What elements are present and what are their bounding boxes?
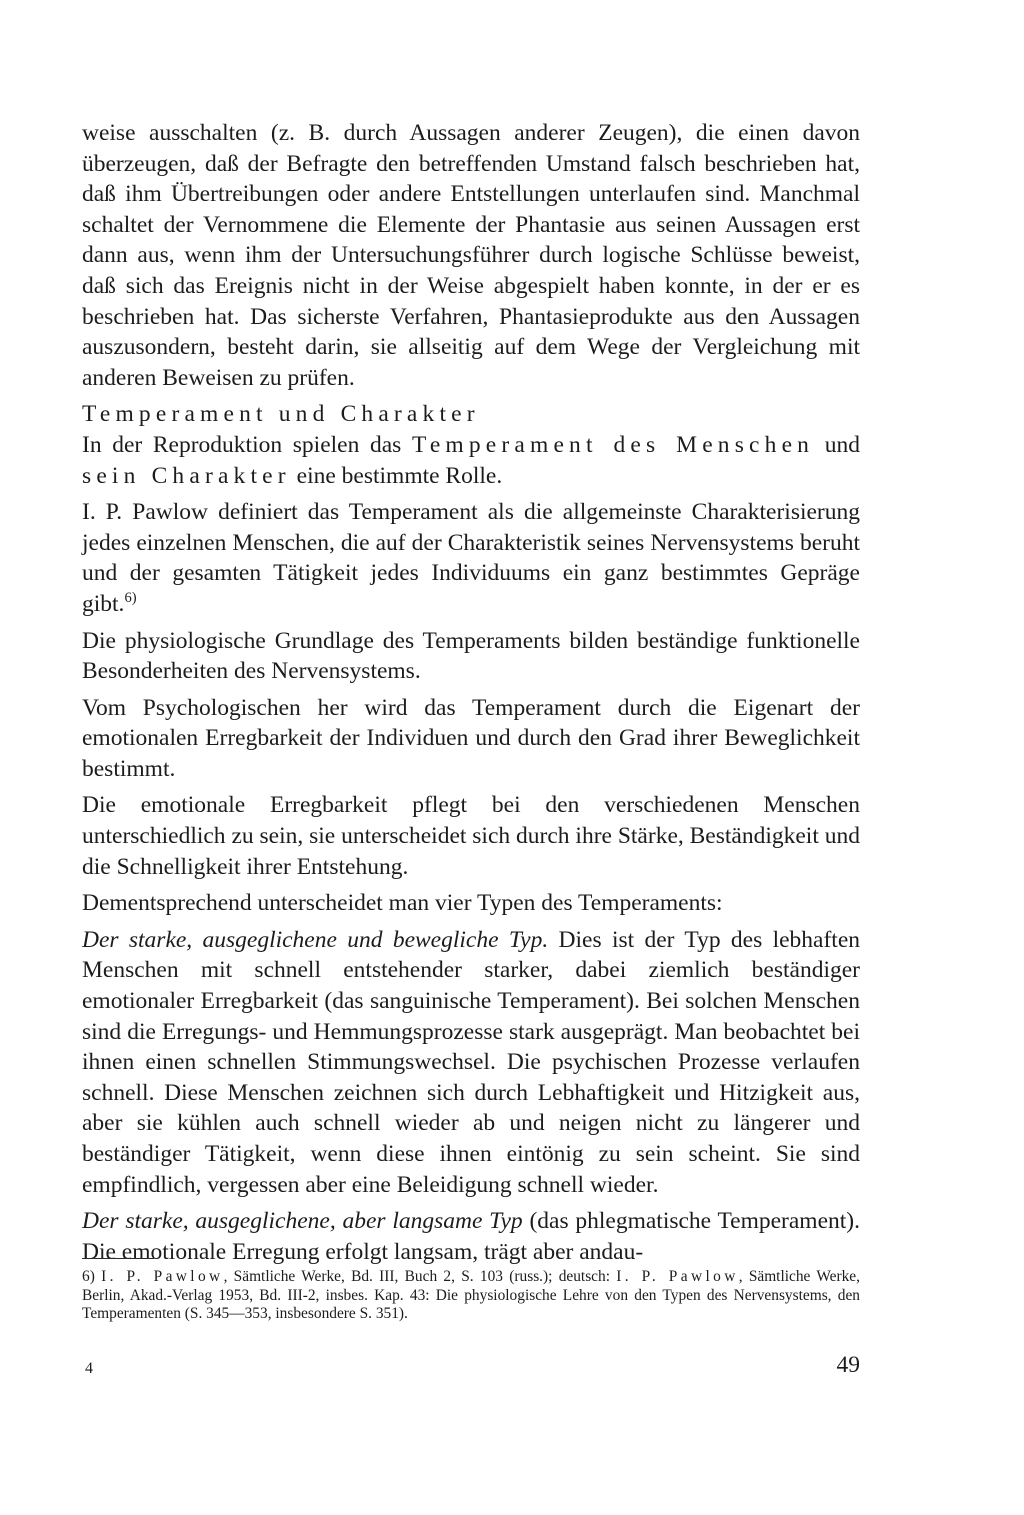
- text-run: und: [814, 431, 860, 458]
- paragraph-physiological-basis: Die physiologische Grundlage des Temperaments bilden beständige funktionelle Besonderheiten des Nervensystems.: [82, 627, 860, 685]
- text-run: , Sämtliche Werke, Berlin, Akad.-Verlag 1953, Bd. III-2, insbes. Kap. 43: Die physiologische Lehre von den Typen des Nervensystems, den Temperamenten (S. 345—353, insbesondere S. 351).: [82, 1268, 860, 1323]
- text-run: Dies ist der Typ des lebhaften Menschen mit schnell entstehender starker, dabei ziemlich beständiger emotionaler Erregbarkeit (das sanguinische Temperament). Bei solchen Menschen sind die Erregungs- und Hemmungsprozesse stark ausgeprägt. Man beobachtet bei ihnen einen schnellen Stimmungswechsel. Die psychischen Prozesse verlaufen schnell. Diese Menschen zeichnen sich durch Lebhaftigkeit und Hitzigkeit aus, aber sie kühlen auch schnell wieder ab und neigen nicht zu längerer und beständiger Tätigkeit, wenn diese ihnen eintönig zu sein scheint. Sie sind empfindlich, vergessen aber eine Beleidigung schnell wieder.: [82, 926, 860, 1198]
- spaced-term-temperament: Temperament des Menschen: [411, 431, 815, 458]
- paragraph-psychological-view: Vom Psychologischen her wird das Temperament durch die Eigenart der emotionalen Erregbarkeit der Individuen und durch den Grad ihrer Beweglichkeit bestimmt.: [82, 694, 860, 782]
- paragraph-reproduction: [82, 430, 860, 491]
- signature-mark: 4: [85, 1360, 93, 1377]
- section-heading: Temperament und Charakter: [82, 401, 480, 428]
- text-run: , Sämtliche Werke, Bd. III, Buch 2, S. 103 (russ.); deutsch:: [223, 1268, 617, 1285]
- text-run: eine bestimmte Rolle.: [290, 462, 503, 489]
- page-number: 49: [836, 1352, 860, 1378]
- type-name-sanguine: Der starke, ausgeglichene und bewegliche Typ.: [82, 926, 549, 953]
- paragraph-fantasy-elimination: weise ausschalten (z. B. durch Aussagen anderer Zeugen), die einen davon überzeugen, daß der Befragte den betreffenden Umstand falsch beschrieben hat, daß ihm Übertreibungen oder andere Entstellungen unterlaufen sind. Manchmal schaltet der Vernommene die Elemente der Phantasie aus seinen Aussagen erst dann aus, wenn ihm der Untersuchungsführer durch logische Schlüsse beweist, daß sich das Ereignis nicht in der Weise abgespielt haben konnte, in der er es beschrieben hat. Das sicherste Verfahren, Phantasieprodukte aus den Aussagen auszusondern, besteht darin, sie allseitig auf dem Wege der Vergleichung mit anderen Beweisen zu prüfen.: [82, 120, 860, 391]
- footnote-rule: [82, 1258, 154, 1259]
- spaced-term-character: sein Charakter: [82, 462, 291, 489]
- footnote-author: I. P. Pawlow: [616, 1268, 739, 1285]
- type-name-phlegmatic: Der starke, ausgeglichene, aber langsame Typ: [82, 1208, 523, 1235]
- paragraph-phlegmatic-type: [82, 1206, 860, 1267]
- text-run: (das phlegmatische Temperament). Die emotionale Erregung erfolgt langsam, trägt aber andau-: [82, 1208, 860, 1265]
- footnote-reference: 6): [124, 590, 137, 607]
- text-run: I. P. Pawlow definiert das Temperament als die allgemeinste Charakterisierung jedes einzelnen Menschen, die auf der Charakteristik seines Nervensystems beruht und der gesamten Tätigkeit jedes Individuums ein ganz bestimmtes Gepräge gibt.: [82, 499, 860, 617]
- body-text: [82, 118, 860, 1267]
- paragraph-pawlow-definition: [82, 497, 860, 619]
- footnote-number: 6): [82, 1268, 95, 1285]
- footnote-author: I. P. Pawlow: [101, 1268, 224, 1285]
- paragraph-sanguine-type: [82, 925, 860, 1200]
- footnote-6: [82, 1268, 860, 1324]
- paragraph-four-types: Dementsprechend unterscheidet man vier Typen des Temperaments:: [82, 890, 723, 917]
- paragraph-emotional-excitability: Die emotionale Erregbarkeit pflegt bei den verschiedenen Menschen unterschiedlich zu sein, sie unterscheidet sich durch ihre Stärke, Beständigkeit und die Schnelligkeit ihrer Entstehung.: [82, 792, 860, 880]
- text-run: In der Reproduktion spielen das: [82, 431, 412, 458]
